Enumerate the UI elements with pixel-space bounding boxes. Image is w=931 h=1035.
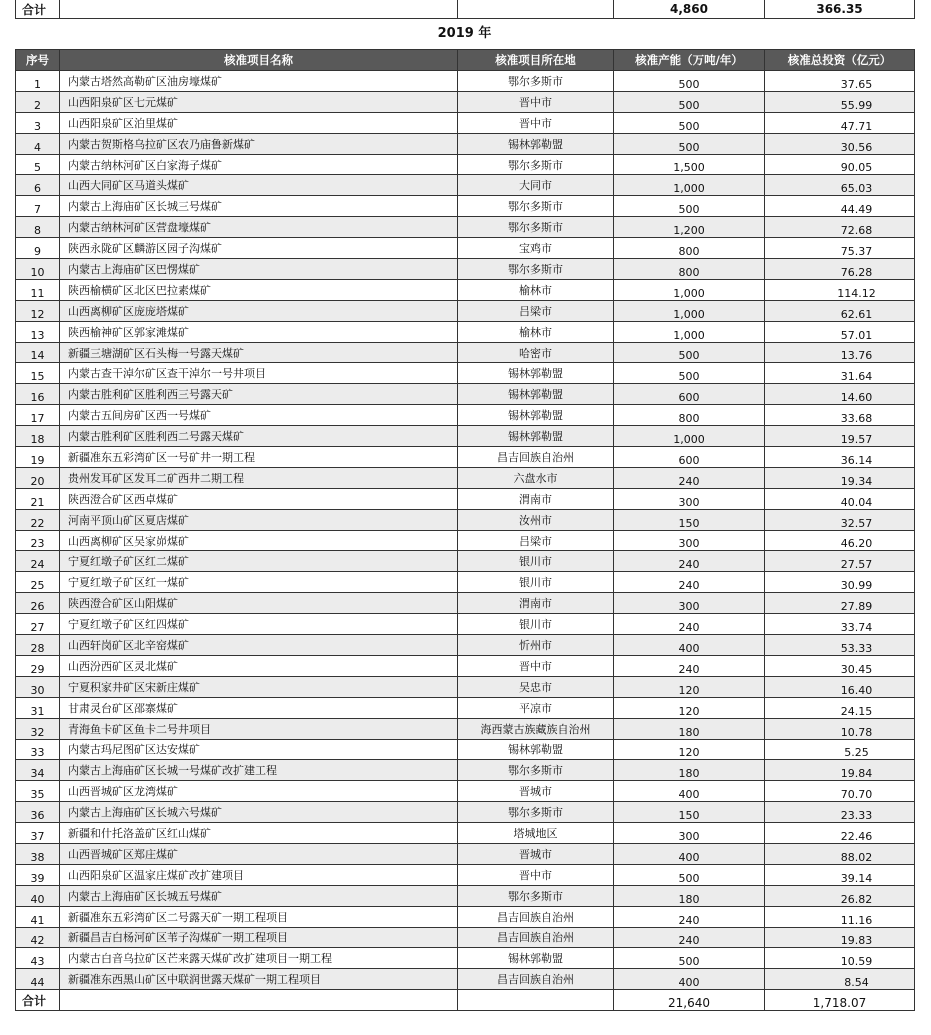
project-investment: 44.49 xyxy=(765,196,915,217)
project-location: 晋中市 xyxy=(458,655,614,676)
project-name: 内蒙古上海庙矿区长城一号煤矿改扩建工程 xyxy=(60,760,458,781)
project-location: 吕梁市 xyxy=(458,530,614,551)
row-number: 37 xyxy=(16,823,60,844)
project-capacity: 120 xyxy=(614,697,765,718)
project-name: 山西阳泉矿区温家庄煤矿改扩建项目 xyxy=(60,864,458,885)
project-name: 内蒙古纳林河矿区白家海子煤矿 xyxy=(60,154,458,175)
project-capacity: 300 xyxy=(614,823,765,844)
table-row xyxy=(16,426,915,447)
project-location: 昌吉回族自治州 xyxy=(458,927,614,948)
project-name: 山西晋城矿区龙湾煤矿 xyxy=(60,781,458,802)
previous-total-row xyxy=(16,0,915,19)
project-capacity: 500 xyxy=(614,948,765,969)
row-number: 43 xyxy=(16,948,60,969)
row-number: 19 xyxy=(16,447,60,468)
row-number: 39 xyxy=(16,864,60,885)
total-capacity: 21,640 xyxy=(614,990,765,1011)
row-number: 25 xyxy=(16,572,60,593)
row-number: 1 xyxy=(16,71,60,92)
row-number: 15 xyxy=(16,363,60,384)
project-capacity: 500 xyxy=(614,363,765,384)
row-number: 23 xyxy=(16,530,60,551)
table-row xyxy=(16,635,915,656)
project-investment: 33.74 xyxy=(765,614,915,635)
table-row xyxy=(16,572,915,593)
project-capacity: 400 xyxy=(614,781,765,802)
table-row xyxy=(16,217,915,238)
project-location: 银川市 xyxy=(458,614,614,635)
table-row xyxy=(16,467,915,488)
project-investment: 27.57 xyxy=(765,551,915,572)
project-location: 晋中市 xyxy=(458,864,614,885)
project-capacity: 150 xyxy=(614,509,765,530)
table-header-row xyxy=(16,50,915,71)
project-investment: 114.12 xyxy=(765,279,915,300)
total-row xyxy=(16,990,915,1011)
project-location: 锡林郭勒盟 xyxy=(458,405,614,426)
project-capacity: 120 xyxy=(614,739,765,760)
project-location: 鄂尔多斯市 xyxy=(458,217,614,238)
project-capacity: 1,000 xyxy=(614,279,765,300)
project-capacity: 800 xyxy=(614,259,765,280)
project-name: 内蒙古上海庙矿区长城三号煤矿 xyxy=(60,196,458,217)
project-capacity: 400 xyxy=(614,969,765,990)
project-investment: 13.76 xyxy=(765,342,915,363)
project-investment: 33.68 xyxy=(765,405,915,426)
project-investment: 65.03 xyxy=(765,175,915,196)
project-capacity: 600 xyxy=(614,447,765,468)
project-location: 大同市 xyxy=(458,175,614,196)
table-row xyxy=(16,781,915,802)
project-capacity: 1,000 xyxy=(614,300,765,321)
project-name: 内蒙古上海庙矿区长城五号煤矿 xyxy=(60,885,458,906)
project-location: 榆林市 xyxy=(458,321,614,342)
project-capacity: 1,500 xyxy=(614,154,765,175)
project-location: 平凉市 xyxy=(458,697,614,718)
project-location: 宝鸡市 xyxy=(458,238,614,259)
project-capacity: 180 xyxy=(614,885,765,906)
table-row xyxy=(16,593,915,614)
row-number: 12 xyxy=(16,300,60,321)
row-number: 41 xyxy=(16,906,60,927)
project-investment: 72.68 xyxy=(765,217,915,238)
table-row xyxy=(16,530,915,551)
project-capacity: 800 xyxy=(614,405,765,426)
project-investment: 37.65 xyxy=(765,71,915,92)
project-investment: 57.01 xyxy=(765,321,915,342)
project-capacity: 500 xyxy=(614,864,765,885)
project-name: 宁夏积家井矿区宋新庄煤矿 xyxy=(60,676,458,697)
row-number: 29 xyxy=(16,655,60,676)
table-row xyxy=(16,112,915,133)
table-row xyxy=(16,697,915,718)
row-number: 31 xyxy=(16,697,60,718)
project-name: 陕西澄合矿区山阳煤矿 xyxy=(60,593,458,614)
project-investment: 47.71 xyxy=(765,112,915,133)
project-name: 新疆昌吉白杨河矿区苇子沟煤矿一期工程项目 xyxy=(60,927,458,948)
project-investment: 27.89 xyxy=(765,593,915,614)
document-page xyxy=(15,0,914,1011)
project-capacity: 300 xyxy=(614,488,765,509)
table-row xyxy=(16,175,915,196)
project-investment: 8.54 xyxy=(765,969,915,990)
table-row xyxy=(16,823,915,844)
project-capacity: 240 xyxy=(614,614,765,635)
previous-total-capacity: 4,860 xyxy=(614,0,765,19)
project-name: 山西晋城矿区郑庄煤矿 xyxy=(60,843,458,864)
project-investment: 30.45 xyxy=(765,655,915,676)
row-number: 30 xyxy=(16,676,60,697)
row-number: 17 xyxy=(16,405,60,426)
project-name: 青海鱼卡矿区鱼卡二号井项目 xyxy=(60,718,458,739)
project-capacity: 500 xyxy=(614,133,765,154)
table-row xyxy=(16,238,915,259)
project-investment: 36.14 xyxy=(765,447,915,468)
project-investment: 90.05 xyxy=(765,154,915,175)
project-name: 内蒙古玛尼图矿区达安煤矿 xyxy=(60,739,458,760)
header-name: 核准项目名称 xyxy=(60,50,458,71)
project-capacity: 400 xyxy=(614,635,765,656)
project-name: 河南平顶山矿区夏店煤矿 xyxy=(60,509,458,530)
project-investment: 19.57 xyxy=(765,426,915,447)
project-investment: 19.83 xyxy=(765,927,915,948)
project-location: 锡林郭勒盟 xyxy=(458,133,614,154)
project-location: 锡林郭勒盟 xyxy=(458,363,614,384)
project-name: 山西离柳矿区庞庞塔煤矿 xyxy=(60,300,458,321)
project-name: 陕西永陇矿区麟游区园子沟煤矿 xyxy=(60,238,458,259)
table-row xyxy=(16,384,915,405)
project-location: 锡林郭勒盟 xyxy=(458,948,614,969)
row-number: 40 xyxy=(16,885,60,906)
project-location: 鄂尔多斯市 xyxy=(458,154,614,175)
table-row xyxy=(16,447,915,468)
project-capacity: 500 xyxy=(614,196,765,217)
project-location: 吕梁市 xyxy=(458,300,614,321)
project-name: 陕西澄合矿区西卓煤矿 xyxy=(60,488,458,509)
table-row xyxy=(16,906,915,927)
previous-total-label: 合计 xyxy=(16,0,60,19)
project-name: 内蒙古五间房矿区西一号煤矿 xyxy=(60,405,458,426)
project-capacity: 500 xyxy=(614,71,765,92)
project-location: 晋城市 xyxy=(458,843,614,864)
project-name: 宁夏红墩子矿区红四煤矿 xyxy=(60,614,458,635)
project-capacity: 500 xyxy=(614,342,765,363)
project-investment: 22.46 xyxy=(765,823,915,844)
project-capacity: 180 xyxy=(614,760,765,781)
project-investment: 75.37 xyxy=(765,238,915,259)
project-capacity: 150 xyxy=(614,802,765,823)
project-capacity: 1,200 xyxy=(614,217,765,238)
table-row xyxy=(16,300,915,321)
row-number: 2 xyxy=(16,91,60,112)
header-capacity: 核准产能（万吨/年） xyxy=(614,50,765,71)
project-investment: 14.60 xyxy=(765,384,915,405)
project-name: 内蒙古胜利矿区胜利西三号露天矿 xyxy=(60,384,458,405)
row-number: 38 xyxy=(16,843,60,864)
project-name: 内蒙古上海庙矿区巴愣煤矿 xyxy=(60,259,458,280)
table-row xyxy=(16,154,915,175)
row-number: 3 xyxy=(16,112,60,133)
project-name: 甘肃灵台矿区邵寨煤矿 xyxy=(60,697,458,718)
project-location: 晋城市 xyxy=(458,781,614,802)
project-investment: 76.28 xyxy=(765,259,915,280)
project-name: 陕西榆神矿区郭家滩煤矿 xyxy=(60,321,458,342)
table-row xyxy=(16,739,915,760)
row-number: 11 xyxy=(16,279,60,300)
project-name: 新疆准东五彩湾矿区二号露天矿一期工程项目 xyxy=(60,906,458,927)
table-row xyxy=(16,802,915,823)
row-number: 32 xyxy=(16,718,60,739)
total-label: 合计 xyxy=(16,990,60,1011)
project-capacity: 120 xyxy=(614,676,765,697)
project-location: 银川市 xyxy=(458,551,614,572)
table-row xyxy=(16,885,915,906)
row-number: 28 xyxy=(16,635,60,656)
project-name: 内蒙古塔然高勒矿区油房壕煤矿 xyxy=(60,71,458,92)
project-name: 新疆准东西黑山矿区中联润世露天煤矿一期工程项目 xyxy=(60,969,458,990)
table-row xyxy=(16,133,915,154)
project-name: 新疆三塘湖矿区石头梅一号露天煤矿 xyxy=(60,342,458,363)
project-capacity: 240 xyxy=(614,551,765,572)
table-row xyxy=(16,342,915,363)
table-row xyxy=(16,614,915,635)
project-capacity: 240 xyxy=(614,655,765,676)
project-name: 山西阳泉矿区泊里煤矿 xyxy=(60,112,458,133)
table-row xyxy=(16,843,915,864)
project-name: 内蒙古纳林河矿区营盘壕煤矿 xyxy=(60,217,458,238)
total-investment: 1,718.07 xyxy=(765,990,915,1011)
project-location: 汝州市 xyxy=(458,509,614,530)
project-name: 内蒙古上海庙矿区长城六号煤矿 xyxy=(60,802,458,823)
project-location: 晋中市 xyxy=(458,91,614,112)
row-number: 44 xyxy=(16,969,60,990)
project-investment: 16.40 xyxy=(765,676,915,697)
row-number: 33 xyxy=(16,739,60,760)
project-investment: 70.70 xyxy=(765,781,915,802)
project-location: 鄂尔多斯市 xyxy=(458,196,614,217)
project-location: 吴忠市 xyxy=(458,676,614,697)
project-location: 昌吉回族自治州 xyxy=(458,447,614,468)
row-number: 27 xyxy=(16,614,60,635)
table-row xyxy=(16,259,915,280)
row-number: 35 xyxy=(16,781,60,802)
project-location: 锡林郭勒盟 xyxy=(458,384,614,405)
header-no: 序号 xyxy=(16,50,60,71)
table-body xyxy=(16,71,915,990)
table-row xyxy=(16,676,915,697)
project-name: 内蒙古查干淖尔矿区查干淖尔一号井项目 xyxy=(60,363,458,384)
row-number: 8 xyxy=(16,217,60,238)
project-name: 山西汾西矿区灵北煤矿 xyxy=(60,655,458,676)
project-capacity: 180 xyxy=(614,718,765,739)
project-location: 昌吉回族自治州 xyxy=(458,906,614,927)
project-location: 昌吉回族自治州 xyxy=(458,969,614,990)
table-row xyxy=(16,488,915,509)
project-location: 忻州市 xyxy=(458,635,614,656)
project-location: 榆林市 xyxy=(458,279,614,300)
table-row xyxy=(16,927,915,948)
row-number: 16 xyxy=(16,384,60,405)
project-location: 锡林郭勒盟 xyxy=(458,739,614,760)
project-name: 宁夏红墩子矿区红一煤矿 xyxy=(60,572,458,593)
project-location: 银川市 xyxy=(458,572,614,593)
row-number: 34 xyxy=(16,760,60,781)
row-number: 14 xyxy=(16,342,60,363)
table-row xyxy=(16,405,915,426)
row-number: 24 xyxy=(16,551,60,572)
table-row xyxy=(16,363,915,384)
project-location: 鄂尔多斯市 xyxy=(458,885,614,906)
project-capacity: 800 xyxy=(614,238,765,259)
previous-total-table xyxy=(15,0,915,19)
row-number: 10 xyxy=(16,259,60,280)
project-investment: 31.64 xyxy=(765,363,915,384)
row-number: 26 xyxy=(16,593,60,614)
project-investment: 11.16 xyxy=(765,906,915,927)
project-investment: 40.04 xyxy=(765,488,915,509)
project-investment: 19.84 xyxy=(765,760,915,781)
project-location: 海西蒙古族藏族自治州 xyxy=(458,718,614,739)
project-investment: 62.61 xyxy=(765,300,915,321)
table-row xyxy=(16,91,915,112)
project-investment: 46.20 xyxy=(765,530,915,551)
projects-table xyxy=(15,49,915,1011)
table-row xyxy=(16,948,915,969)
project-investment: 53.33 xyxy=(765,635,915,656)
table-row xyxy=(16,509,915,530)
project-location: 六盘水市 xyxy=(458,467,614,488)
row-number: 7 xyxy=(16,196,60,217)
project-investment: 30.56 xyxy=(765,133,915,154)
table-row xyxy=(16,551,915,572)
row-number: 4 xyxy=(16,133,60,154)
project-investment: 10.78 xyxy=(765,718,915,739)
project-investment: 39.14 xyxy=(765,864,915,885)
project-location: 渭南市 xyxy=(458,593,614,614)
header-investment: 核准总投资（亿元） xyxy=(765,50,915,71)
project-capacity: 300 xyxy=(614,593,765,614)
project-location: 鄂尔多斯市 xyxy=(458,259,614,280)
row-number: 20 xyxy=(16,467,60,488)
project-investment: 24.15 xyxy=(765,697,915,718)
project-name: 宁夏红墩子矿区红二煤矿 xyxy=(60,551,458,572)
project-investment: 55.99 xyxy=(765,91,915,112)
project-location: 鄂尔多斯市 xyxy=(458,760,614,781)
project-investment: 88.02 xyxy=(765,843,915,864)
project-capacity: 400 xyxy=(614,843,765,864)
project-investment: 10.59 xyxy=(765,948,915,969)
row-number: 13 xyxy=(16,321,60,342)
previous-total-investment: 366.35 xyxy=(765,0,915,19)
row-number: 18 xyxy=(16,426,60,447)
project-investment: 19.34 xyxy=(765,467,915,488)
project-name: 内蒙古胜利矿区胜利西二号露天煤矿 xyxy=(60,426,458,447)
row-number: 9 xyxy=(16,238,60,259)
project-name: 内蒙古贺斯格乌拉矿区农乃庙鲁新煤矿 xyxy=(60,133,458,154)
project-name: 山西离柳矿区吴家峁煤矿 xyxy=(60,530,458,551)
table-row xyxy=(16,760,915,781)
project-investment: 32.57 xyxy=(765,509,915,530)
table-row xyxy=(16,279,915,300)
project-investment: 30.99 xyxy=(765,572,915,593)
project-location: 哈密市 xyxy=(458,342,614,363)
row-number: 36 xyxy=(16,802,60,823)
project-capacity: 240 xyxy=(614,906,765,927)
project-name: 山西阳泉矿区七元煤矿 xyxy=(60,91,458,112)
table-row xyxy=(16,321,915,342)
row-number: 5 xyxy=(16,154,60,175)
project-investment: 26.82 xyxy=(765,885,915,906)
table-row xyxy=(16,864,915,885)
project-location: 鄂尔多斯市 xyxy=(458,71,614,92)
project-capacity: 500 xyxy=(614,91,765,112)
row-number: 6 xyxy=(16,175,60,196)
project-location: 锡林郭勒盟 xyxy=(458,426,614,447)
project-capacity: 1,000 xyxy=(614,175,765,196)
table-row xyxy=(16,71,915,92)
project-location: 鄂尔多斯市 xyxy=(458,802,614,823)
table-row xyxy=(16,718,915,739)
project-location: 渭南市 xyxy=(458,488,614,509)
project-capacity: 240 xyxy=(614,467,765,488)
year-title: 2019 年 xyxy=(437,26,492,41)
project-location: 晋中市 xyxy=(458,112,614,133)
project-capacity: 240 xyxy=(614,927,765,948)
table-row xyxy=(16,196,915,217)
project-investment: 23.33 xyxy=(765,802,915,823)
project-name: 内蒙古白音乌拉矿区芒来露天煤矿改扩建项目一期工程 xyxy=(60,948,458,969)
project-capacity: 500 xyxy=(614,112,765,133)
project-capacity: 1,000 xyxy=(614,321,765,342)
header-location: 核准项目所在地 xyxy=(458,50,614,71)
project-name: 陕西榆横矿区北区巴拉素煤矿 xyxy=(60,279,458,300)
project-capacity: 600 xyxy=(614,384,765,405)
row-number: 22 xyxy=(16,509,60,530)
project-capacity: 300 xyxy=(614,530,765,551)
project-name: 新疆准东五彩湾矿区一号矿井一期工程 xyxy=(60,447,458,468)
project-name: 山西大同矿区马道头煤矿 xyxy=(60,175,458,196)
table-row xyxy=(16,969,915,990)
row-number: 21 xyxy=(16,488,60,509)
project-location: 塔城地区 xyxy=(458,823,614,844)
project-name: 新疆和什托洛盖矿区红山煤矿 xyxy=(60,823,458,844)
project-name: 山西轩岗矿区北辛窑煤矿 xyxy=(60,635,458,656)
project-capacity: 240 xyxy=(614,572,765,593)
row-number: 42 xyxy=(16,927,60,948)
project-capacity: 1,000 xyxy=(614,426,765,447)
project-investment: 5.25 xyxy=(765,739,915,760)
project-name: 贵州发耳矿区发耳二矿西井二期工程 xyxy=(60,467,458,488)
table-row xyxy=(16,655,915,676)
